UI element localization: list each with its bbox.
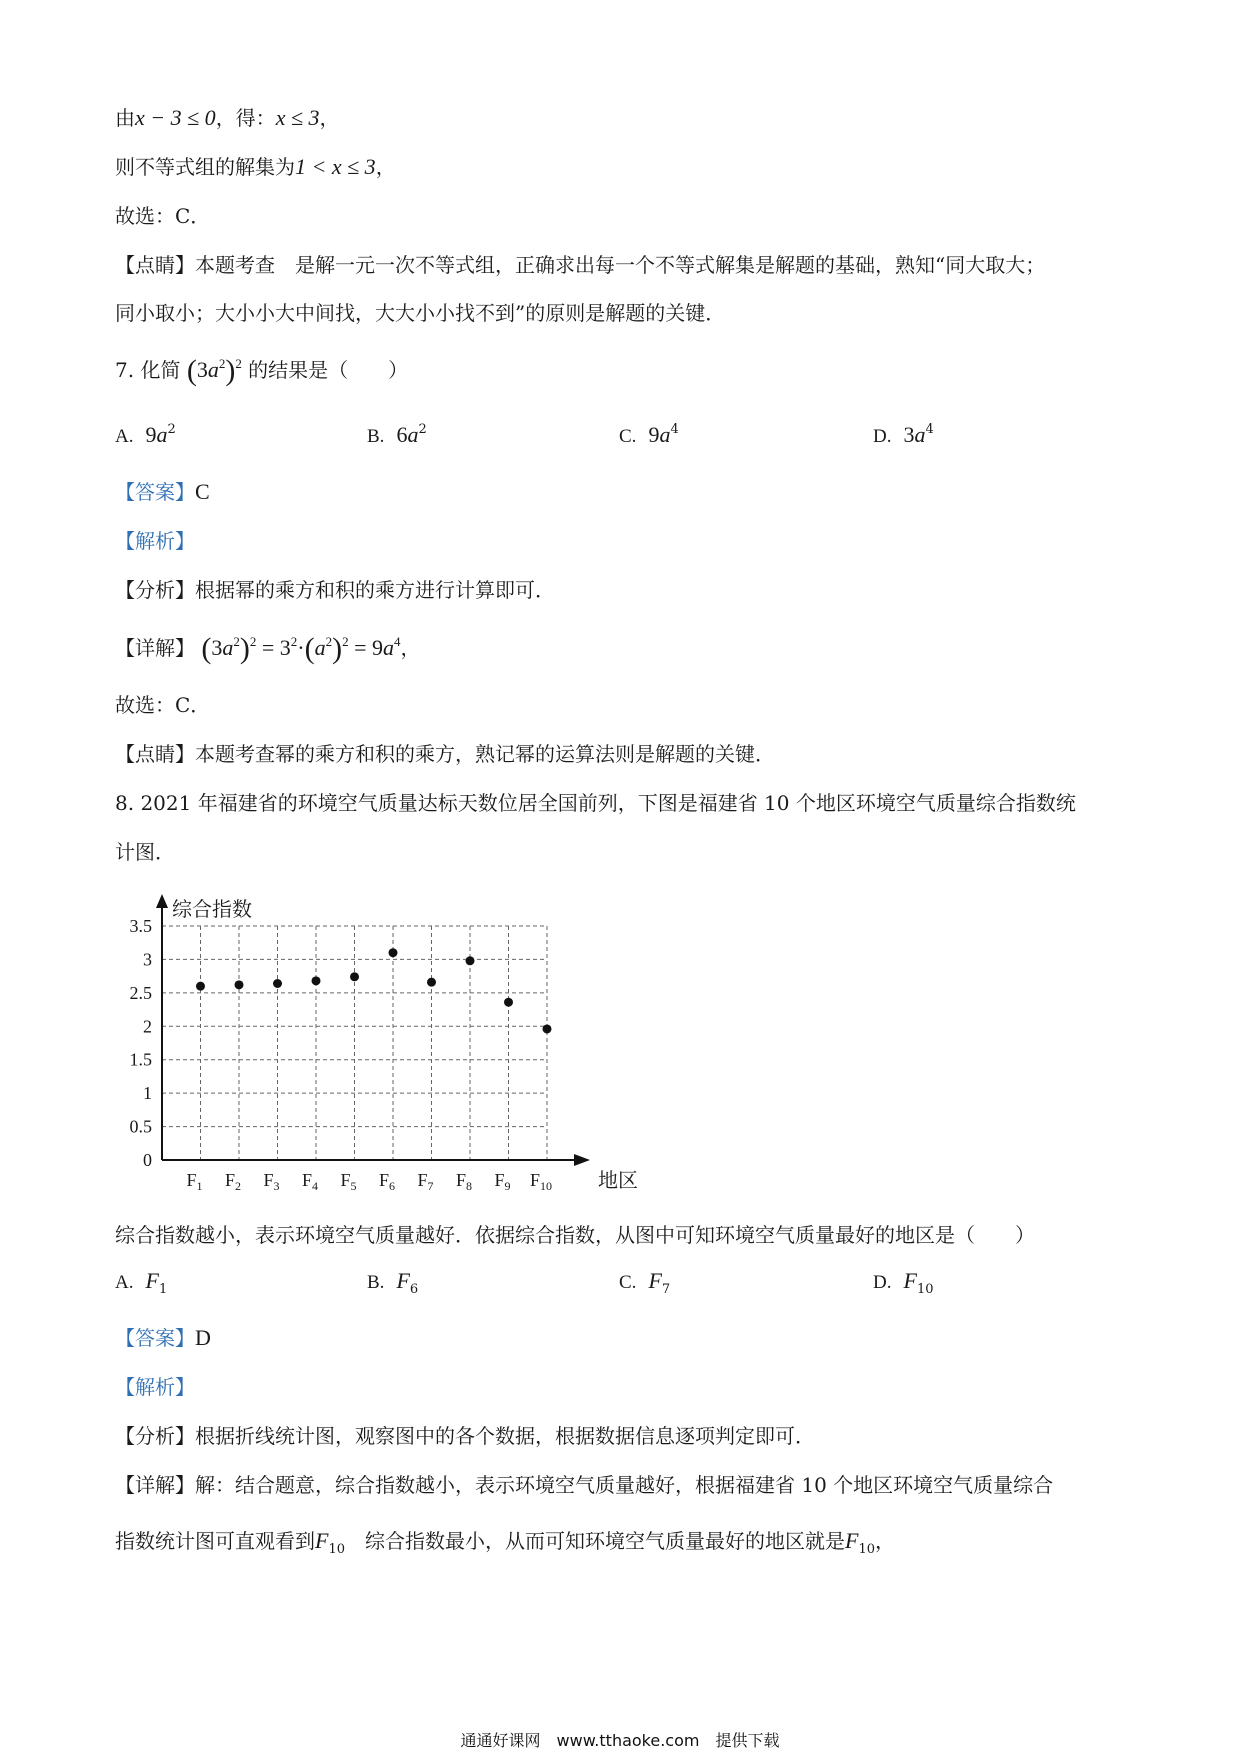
x-tick-label: $F_8$ bbox=[455, 1170, 473, 1193]
q8-stem-2: 计图． bbox=[115, 840, 175, 864]
x-tick-label: $F_1$ bbox=[186, 1170, 203, 1193]
x-axis-arrow bbox=[574, 1154, 590, 1166]
q8-analysis-label: 【解析】 bbox=[115, 1375, 195, 1399]
data-point bbox=[273, 979, 282, 988]
inequality-2: x ≤ 3 bbox=[275, 105, 320, 130]
x-tick-label: $F_4$ bbox=[301, 1170, 319, 1193]
x-tick-label: $F_{10}$ bbox=[529, 1170, 553, 1193]
x-tick-label: $F_5$ bbox=[340, 1170, 357, 1193]
q8-option-a[interactable]: A. $F_1$ bbox=[115, 1268, 168, 1297]
q8-xiangjie-2: 指数统计图可直观看到$F_{10}$ 综合指数最小，从而可知环境空气质量最好的地区就是$F_{10}$， bbox=[115, 1528, 895, 1557]
q8-stem-1: 8. 2021 年福建省的环境空气质量达标天数位居全国前列，下图是福建省 10 个地区环境空气质量综合指数统 bbox=[115, 791, 1076, 815]
y-axis-label: 综合指数 bbox=[172, 897, 252, 921]
x-tick-label: $F_6$ bbox=[378, 1170, 396, 1193]
data-point bbox=[427, 978, 436, 987]
q7-answer: 【答案】C bbox=[115, 479, 210, 504]
q7-option-b[interactable]: B. $6a^2$ bbox=[367, 422, 427, 447]
q8-fenxi: 【分析】根据折线统计图，观察图中的各个数据，根据数据信息逐项判定即可． bbox=[115, 1424, 815, 1448]
dianjing-line-1: 【点睛】本题考查 是解一元一次不等式组，正确求出每一个不等式解集是解题的基础，熟知“同大取大； bbox=[115, 253, 1046, 277]
q8-option-b[interactable]: B. $F_6$ bbox=[367, 1268, 419, 1297]
y-tick-label: 1.5 bbox=[129, 1049, 152, 1070]
q7-fenxi: 【分析】根据幂的乘方和积的乘方进行计算即可． bbox=[115, 578, 555, 602]
y-tick-label: 3.5 bbox=[129, 916, 152, 936]
solution-line-1: 由x − 3 ≤ 0，得：x ≤ 3， bbox=[115, 105, 340, 130]
data-point bbox=[196, 982, 205, 991]
q7-option-d[interactable]: D. $3a^4$ bbox=[873, 422, 934, 447]
inequality-1: x − 3 ≤ 0 bbox=[135, 105, 216, 130]
q7-option-c[interactable]: C. $9a^4$ bbox=[619, 422, 679, 447]
q8-option-d[interactable]: D. $F_{10}$ bbox=[873, 1268, 934, 1297]
y-tick-label: 2 bbox=[143, 1016, 152, 1037]
x-tick-label: $F_7$ bbox=[417, 1170, 434, 1193]
dianjing-line-2: 同小取小；大小小大中间找，大大小小找不到”的原则是解题的关键． bbox=[115, 301, 726, 325]
q7-derivation: $(3a^2)^2 = 3^2\cdot(a^2)^2 = 9a^4$ bbox=[201, 632, 401, 665]
q8-option-c[interactable]: C. $F_7$ bbox=[619, 1268, 671, 1297]
q8-stem-3: 综合指数越小，表示环境空气质量越好．依据综合指数，从图中可知环境空气质量最好的地区是（ ） bbox=[115, 1223, 1035, 1247]
solution-set: 1 < x ≤ 3 bbox=[295, 154, 376, 179]
y-tick-label: 1 bbox=[143, 1083, 152, 1104]
solution-line-2: 则不等式组的解集为1 < x ≤ 3， bbox=[115, 154, 396, 179]
y-axis-arrow bbox=[156, 894, 168, 908]
data-point bbox=[543, 1024, 552, 1033]
q7-xiangjie: 【详解】 $(3a^2)^2 = 3^2\cdot(a^2)^2 = 9a^4$， bbox=[115, 632, 421, 665]
x-axis-label: 地区 bbox=[598, 1168, 638, 1192]
q7-option-a[interactable]: A. $9a^2$ bbox=[115, 422, 176, 447]
q7-stem: 7. 化简 $(3a^2)^2$ 的结果是（ ） bbox=[115, 354, 409, 387]
x-tick-label: $F_9$ bbox=[494, 1170, 511, 1193]
x-tick-label: $F_3$ bbox=[263, 1170, 280, 1193]
data-point bbox=[350, 972, 359, 981]
q7-conclude: 故选：C． bbox=[115, 693, 211, 717]
y-tick-label: 2.5 bbox=[129, 982, 152, 1003]
q8-xiangjie-1: 【详解】解：结合题意，综合指数越小，表示环境空气质量越好，根据福建省 10 个地区环境空气质量综合 bbox=[115, 1473, 1054, 1497]
y-tick-label: 3 bbox=[143, 949, 152, 970]
choice-line: 故选：C． bbox=[115, 204, 211, 228]
q7-expression: $(3a^2)^2$ bbox=[186, 354, 242, 387]
data-point bbox=[235, 980, 244, 989]
x-tick-label: $F_2$ bbox=[224, 1170, 242, 1193]
data-point bbox=[504, 998, 513, 1007]
q7-analysis-label: 【解析】 bbox=[115, 529, 195, 553]
data-point bbox=[312, 976, 321, 985]
data-point bbox=[389, 948, 398, 957]
q7-dianjing: 【点睛】本题考查幂的乘方和积的乘方，熟记幂的运算法则是解题的关键． bbox=[115, 742, 775, 766]
q8-answer: 【答案】D bbox=[115, 1325, 211, 1350]
y-tick-label: 0 bbox=[143, 1150, 152, 1170]
air-quality-chart bbox=[110, 880, 650, 1200]
data-point bbox=[466, 956, 475, 965]
y-tick-label: 0.5 bbox=[129, 1116, 152, 1137]
page-footer: 通通好课网 www.tthaoke.com 提供下载 bbox=[460, 1731, 780, 1750]
